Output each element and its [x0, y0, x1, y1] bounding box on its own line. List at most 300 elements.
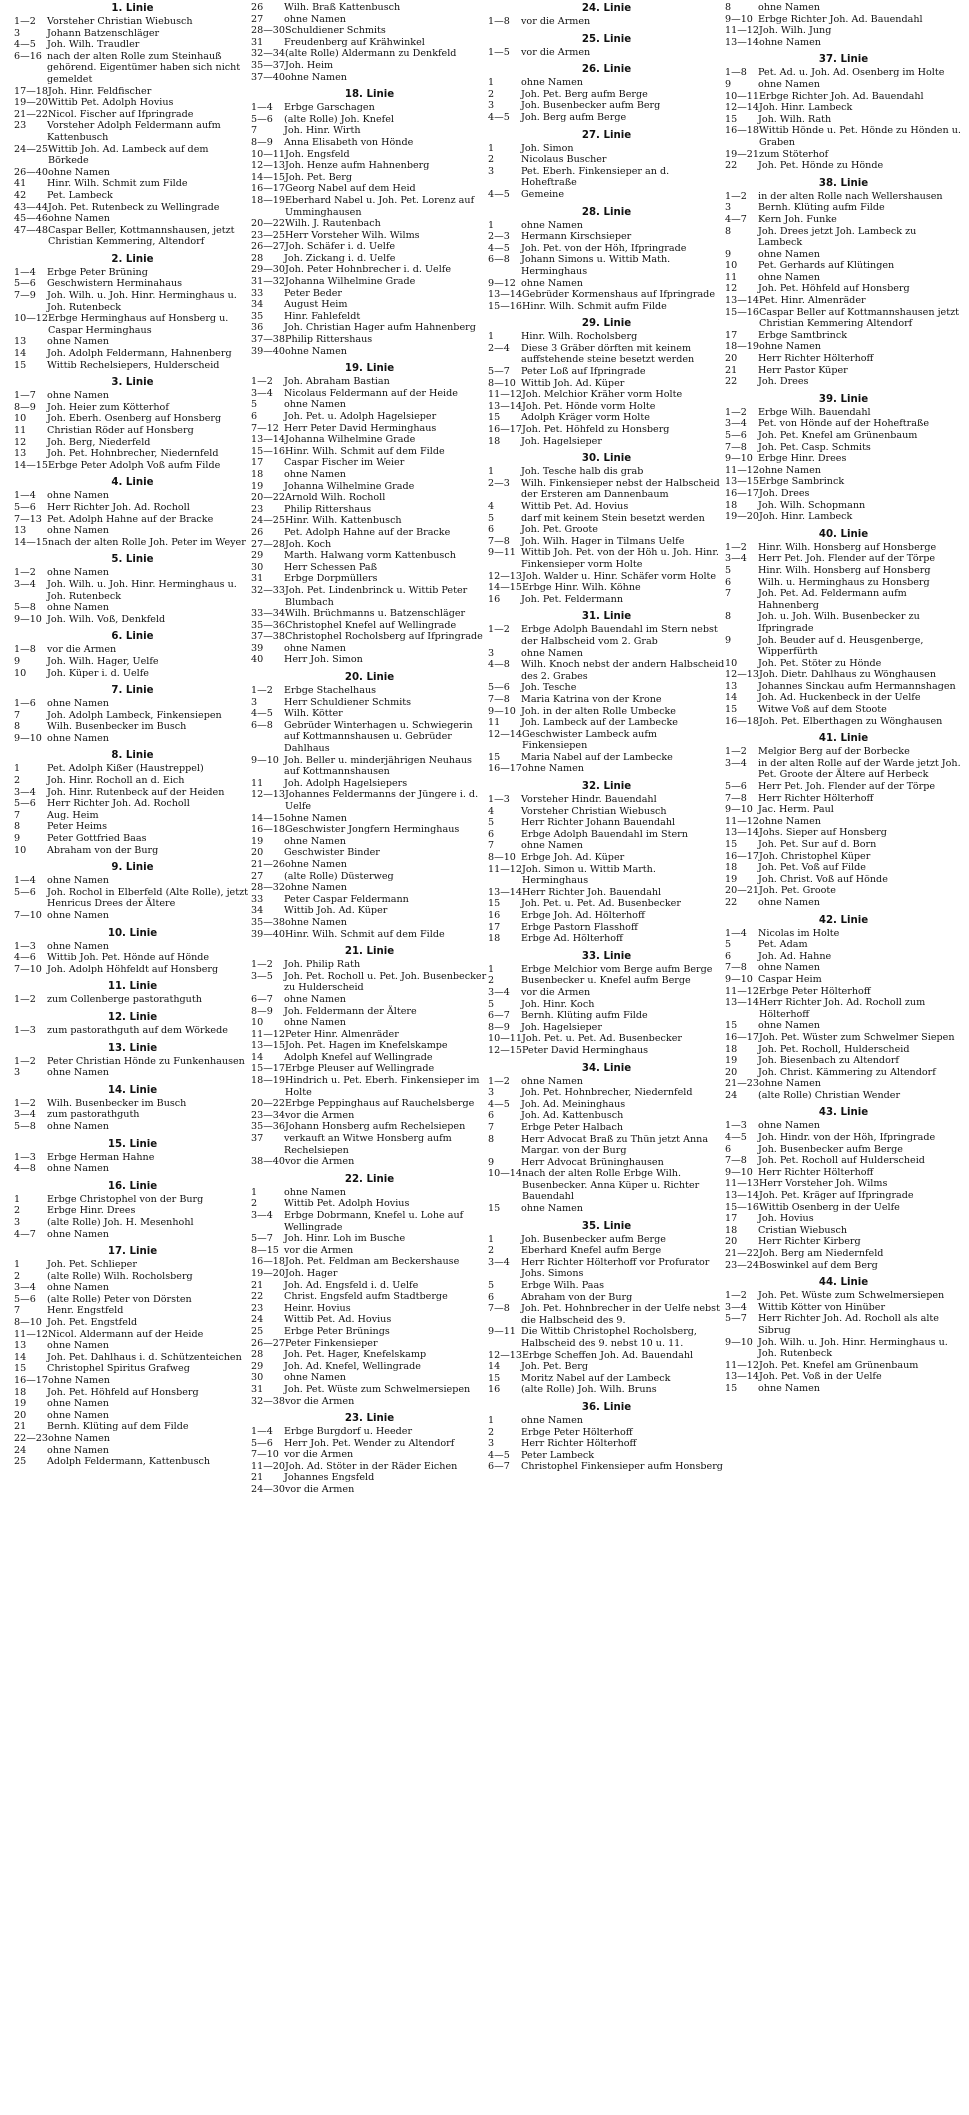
grave-number: 11—12: [488, 389, 523, 401]
grave-entry: [251, 1133, 488, 1156]
grave-entry: [488, 806, 725, 818]
grave-number: 30: [251, 561, 264, 573]
grave-entry: [14, 1421, 251, 1433]
grave-number: 30: [251, 1372, 264, 1384]
grave-number: 9—10: [725, 453, 753, 465]
owner-text: ohne Namen: [47, 390, 109, 402]
owner-text: Joh. Pet. u. Adolph Hagelsieper: [284, 411, 437, 422]
grave-entry: [251, 1449, 488, 1461]
grave-number: 1: [14, 1193, 21, 1205]
grave-entry: [725, 611, 962, 634]
owner-text: Erbge Peter Halbach: [521, 1121, 624, 1133]
owner-text: ohne Namen: [47, 1444, 109, 1456]
grave-entry: [725, 758, 962, 781]
owner-text: ohne Namen: [47, 940, 109, 952]
grave-number: 3: [14, 27, 21, 39]
owner-text: Geschwister Jongfern Herminghaus: [285, 824, 460, 836]
owner-text: Marth. Halwang vorm Kattenbusch: [284, 550, 456, 562]
owner-text: ohne Namen: [285, 345, 347, 357]
owner-text: Caspar Beller auf Kottmannshausen jetzt Christian Kemmering Altendorf: [759, 306, 959, 330]
grave-entry: [725, 1190, 962, 1202]
owner-text: Joh. Drees: [758, 376, 809, 388]
grave-number: 14—15: [14, 536, 49, 548]
grave-entry: [725, 951, 962, 963]
grave-entry: [251, 1256, 488, 1268]
owner-text: Herr Vorsteher Joh. Wilms: [759, 1178, 888, 1190]
owner-text: Wittib Joh. Ad. Lambeck auf dem Börkede: [48, 143, 209, 167]
grave-entry: [14, 579, 251, 602]
section-heading: 39. Linie: [818, 393, 869, 405]
owner-text: zum pastorathguth auf dem Wörkede: [47, 1024, 228, 1036]
grave-entry: [14, 775, 251, 787]
owner-text: Wittib Pet. Adolph Hovius: [48, 97, 174, 109]
owner-text: ohne Namen: [47, 336, 109, 348]
owner-text: ohne Namen: [47, 1282, 109, 1294]
owner-text: Joh. Pet. Ad. Feldermann aufm Hahnenberg: [758, 588, 907, 611]
grave-entry: [251, 847, 488, 859]
grave-number: 23—25: [251, 229, 286, 241]
row-section: [488, 33, 725, 59]
grave-number: 17: [725, 329, 738, 341]
grave-number: 18: [488, 933, 501, 945]
owner-text: Wittib Hönde u. Pet. Hönde zu Hönden u. Graben: [759, 125, 961, 148]
grave-entry: [725, 565, 962, 577]
grave-entry: [725, 1067, 962, 1079]
owner-text: Hinr. Wilh. Schmit auf dem Filde: [285, 928, 445, 940]
section-heading: 24. Linie: [581, 3, 632, 14]
grave-entry: [488, 436, 725, 448]
grave-number: 9—10: [14, 613, 42, 625]
grave-number: 1: [251, 1186, 258, 1198]
grave-entry: [488, 1168, 725, 1203]
owner-text: Joh. Hovius: [758, 1213, 814, 1225]
grave-number: 4: [488, 501, 495, 512]
owner-text: Joh. Eberh. Osenberg auf Honsberg: [47, 413, 222, 425]
grave-entry: [725, 851, 962, 863]
grave-entry: [251, 1484, 488, 1496]
grave-entry: [14, 360, 251, 372]
grave-entry: [725, 1213, 962, 1225]
grave-entry: [251, 411, 488, 423]
grave-number: 10—11: [251, 148, 286, 160]
owner-text: Joh. Pet. Feldman am Beckershause: [285, 1256, 460, 1268]
grave-number: 6—8: [488, 254, 510, 266]
owner-text: zum pastorathguth: [47, 1109, 140, 1121]
grave-entry: [488, 1087, 725, 1099]
grave-entry: [488, 648, 725, 660]
grave-entry: [14, 97, 251, 109]
grave-entry: [725, 272, 962, 284]
grave-entry: [251, 195, 488, 218]
grave-entry: [251, 585, 488, 608]
grave-entry: [725, 1236, 962, 1248]
grave-number: 5—6: [14, 886, 36, 898]
owner-text: Erbge Wilh. Bauendahl: [758, 406, 871, 418]
grave-number: 16—17: [14, 1375, 49, 1387]
owner-text: Nicolaus Feldermann auf der Heide: [284, 387, 458, 399]
grave-entry: [488, 254, 725, 277]
grave-number: 18—19: [725, 341, 760, 353]
owner-text: Joh. Tesche halb dis grab: [521, 466, 644, 478]
owner-text: ohne Namen: [47, 525, 109, 537]
grave-number: 16—17: [488, 763, 523, 775]
owner-text: (alte Rolle) Aldermann zu Denkfeld: [285, 48, 457, 60]
owner-text: Joh. Heim: [285, 59, 334, 71]
grave-number: 31: [251, 36, 264, 48]
owner-text: Heinr. Hovius: [284, 1302, 351, 1314]
owner-text: Pet. Ad. u. Joh. Ad. Osenberg im Holte: [758, 67, 945, 79]
grave-entry: [14, 460, 251, 472]
grave-number: 9—10: [251, 754, 279, 766]
grave-entry: [725, 885, 962, 897]
owner-text: ohne Namen: [47, 698, 109, 710]
grave-number: 41: [14, 178, 27, 190]
grave-entry: [488, 47, 725, 59]
grave-number: 3—4: [488, 1256, 510, 1268]
owner-text: Erbge Adolph Bauendahl im Stern nebst der Halbscheid vom 2. Grab: [521, 624, 718, 647]
grave-number: 24—25: [251, 515, 286, 527]
grave-entry: [488, 143, 725, 155]
owner-text: Joh. Christ. Voß auf Hönde: [758, 873, 888, 885]
row-section: [251, 2, 488, 83]
section-heading: 11. Linie: [107, 981, 158, 993]
grave-entry: [725, 897, 962, 909]
grave-number: 10: [14, 844, 27, 856]
grave-number: 13—14: [725, 827, 760, 839]
owner-text: Johanna Wilhelmine Grade: [285, 434, 416, 446]
grave-number: 8: [14, 721, 21, 733]
grave-entry: [251, 230, 488, 242]
grave-entry: [488, 278, 725, 290]
grave-number: 35—37: [251, 59, 286, 71]
grave-number: 23—24: [725, 1259, 760, 1271]
grave-number: 43—44: [14, 201, 49, 213]
grave-number: 21—22: [14, 108, 49, 120]
grave-number: 1: [14, 1259, 21, 1271]
row-section: [251, 1173, 488, 1407]
owner-text: Adolph Feldermann, Kattenbusch: [47, 1456, 211, 1468]
grave-number: 13—15: [251, 1040, 286, 1052]
grave-number: 15: [725, 704, 738, 716]
owner-text: Joh. Hinr. Lambeck: [759, 102, 853, 114]
owner-text: Herr Richter Joh. Ad. Rocholl: [47, 798, 190, 810]
grave-entry: [488, 1350, 725, 1362]
owner-text: ohne Namen: [48, 1433, 110, 1444]
grave-entry: [251, 299, 488, 311]
grave-number: 11—20: [251, 1460, 286, 1472]
grave-entry: [488, 582, 725, 594]
owner-text: Joh. Pet. Berg: [521, 1361, 589, 1373]
grave-number: 16: [488, 1384, 501, 1396]
section-heading: 14. Linie: [107, 1084, 158, 1096]
owner-text: Joh. Lambeck auf der Lambecke: [521, 717, 678, 729]
row-section: [14, 861, 251, 921]
owner-text: Joh. Hinr. Rutenbeck auf der Heiden: [47, 786, 225, 798]
grave-number: 10—11: [488, 1033, 523, 1045]
owner-text: Caspar Heim: [758, 973, 822, 985]
owner-text: Joh. Pet. Voß in der Uelfe: [759, 1371, 882, 1383]
grave-number: 14—15: [251, 812, 286, 824]
owner-text: Erbge Herminghaus auf Honsberg u. Caspar Herminghaus: [48, 313, 229, 336]
grave-number: 4—5: [725, 1132, 747, 1144]
grave-entry: [488, 763, 725, 775]
row-section: [725, 914, 962, 1102]
grave-number: 13—14: [251, 434, 286, 446]
grave-entry: [488, 840, 725, 852]
grave-entry: [251, 1029, 488, 1041]
grave-entry: [14, 698, 251, 710]
grave-number: 12—13: [488, 1349, 523, 1361]
grave-number: 1—8: [14, 644, 36, 656]
grave-entry: [251, 1198, 488, 1210]
owner-text: Wittib Joh. Ad. Küper: [521, 377, 625, 389]
owner-text: (alte Rolle) Wilh. Rocholsberg: [47, 1270, 193, 1282]
owner-text: darf mit keinem Stein besetzt werden: [521, 512, 705, 524]
owner-text: Joh. Beuder auf d. Heusgenberge, Wipperfürth: [758, 634, 924, 658]
owner-text: Wilh. J. Rautenbach: [285, 218, 381, 230]
grave-entry: [725, 793, 962, 805]
grave-number: 15—16: [488, 300, 523, 312]
owner-text: Joh. Pet. von der Höh, Ifpringrade: [521, 242, 687, 254]
grave-entry: [488, 16, 725, 28]
grave-entry: [251, 241, 488, 253]
owner-text: ohne Namen: [48, 213, 110, 225]
owner-text: ohne Namen: [47, 1340, 109, 1352]
grave-number: 11—12: [251, 1028, 286, 1040]
owner-text: Joh. Biesenbach zu Altendorf: [758, 1055, 899, 1067]
owner-text: Joh. Pet. Hager, Knefelskamp: [284, 1349, 427, 1361]
grave-entry: [251, 905, 488, 917]
owner-text: Geschwistern Herminahaus: [47, 278, 183, 290]
grave-number: 35—36: [251, 1121, 286, 1133]
grave-number: 13—14: [488, 289, 523, 301]
owner-text: ohne Namen: [47, 1067, 109, 1079]
grave-number: 7: [488, 1121, 495, 1133]
grave-number: 11—12: [725, 985, 760, 997]
grave-entry: [251, 1063, 488, 1075]
grave-entry: [488, 513, 725, 525]
grave-number: 1—2: [14, 994, 36, 1006]
grave-number: 1: [488, 1233, 495, 1245]
grave-number: 8: [488, 1133, 495, 1145]
owner-text: Henr. Engstfeld: [47, 1305, 124, 1317]
grave-entry: [14, 710, 251, 722]
grave-entry: [14, 1121, 251, 1133]
grave-entry: [725, 453, 962, 465]
grave-number: 1—4: [14, 266, 36, 278]
grave-entry: [251, 322, 488, 334]
owner-text: Peter David Herminghaus: [522, 1044, 649, 1056]
grave-number: 6: [725, 1143, 732, 1155]
grave-entry: [725, 716, 962, 728]
grave-number: 20—22: [251, 218, 286, 230]
grave-entry: [725, 781, 962, 793]
owner-text: Joh. Philip Rath: [284, 959, 361, 971]
grave-number: 10—11: [725, 90, 760, 102]
owner-text: Wittib Joh. Pet. Hönde auf Hönde: [47, 952, 210, 964]
section-heading: 38. Linie: [818, 177, 869, 189]
grave-entry: [251, 218, 488, 230]
grave-number: 21: [725, 364, 738, 376]
row-section: [14, 980, 251, 1006]
grave-number: 8—15: [251, 1244, 279, 1256]
grave-entry: [251, 654, 488, 666]
row-section: [14, 553, 251, 625]
grave-number: 33: [251, 893, 264, 905]
grave-number: 31: [251, 1383, 264, 1395]
grave-entry: [14, 787, 251, 799]
grave-entry: [251, 102, 488, 114]
grave-number: 9—10: [725, 13, 753, 25]
grave-entry: [725, 37, 962, 49]
grave-number: 17—18: [14, 85, 49, 97]
row-section: [488, 1401, 725, 1473]
grave-entry: [14, 225, 251, 248]
grave-entry: [488, 852, 725, 864]
grave-entry: [488, 89, 725, 101]
grave-entry: [488, 1438, 725, 1450]
grave-number: 3—4: [251, 387, 273, 399]
grave-entry: [14, 448, 251, 460]
grave-entry: [488, 112, 725, 124]
owner-text: Peter Beder: [284, 287, 343, 299]
owner-text: Joh. Adolph Lambeck, Finkensiepen: [47, 709, 222, 721]
grave-entry: [251, 697, 488, 709]
row-section: [14, 684, 251, 744]
owner-text: (alte Rolle) Peter von Dörsten: [47, 1293, 192, 1305]
grave-number: 9: [14, 655, 21, 667]
grave-entry: [14, 733, 251, 745]
grave-number: 2: [14, 1270, 21, 1282]
row-section: [725, 177, 962, 388]
grave-number: 15: [488, 1372, 501, 1384]
section-heading: 35. Linie: [581, 1220, 632, 1232]
grave-number: 7—8: [725, 792, 747, 804]
owner-text: Nicolas im Holte: [758, 927, 840, 939]
grave-entry: [14, 109, 251, 121]
grave-entry: [251, 631, 488, 643]
grave-entry: [14, 267, 251, 279]
grave-number: 28: [251, 252, 264, 264]
owner-text: Joh. Pet. Wüste zum Schwelmersiepen: [284, 1383, 471, 1395]
grave-entry: [488, 987, 725, 999]
grave-number: 3—4: [251, 1210, 273, 1221]
row-section: [14, 253, 251, 371]
grave-entry: [251, 824, 488, 836]
grave-entry: [488, 594, 725, 606]
grave-entry: [251, 1233, 488, 1245]
grave-entry: [14, 537, 251, 549]
grave-entry: [14, 821, 251, 833]
grave-number: 25: [14, 1456, 27, 1468]
owner-text: Joh. Dietr. Dahlhaus zu Wönghausen: [759, 669, 936, 681]
grave-entry: [251, 720, 488, 755]
grave-entry: [251, 1280, 488, 1292]
grave-entry: [14, 567, 251, 579]
grave-entry: [725, 1020, 962, 1032]
owner-text: ohne Namen: [284, 1017, 346, 1029]
owner-text: Joh. Berg am Niedernfeld: [759, 1248, 884, 1259]
grave-number: 5—7: [725, 1313, 747, 1325]
grave-entry: [251, 859, 488, 871]
grave-number: 1—2: [251, 959, 273, 971]
grave-number: 7: [251, 125, 258, 137]
grave-entry: [725, 874, 962, 886]
grave-entry: [725, 1132, 962, 1144]
grave-entry: [725, 1337, 962, 1360]
grave-number: 26: [251, 2, 264, 13]
grave-number: 22: [725, 376, 738, 388]
row-section: [251, 945, 488, 1168]
grave-entry: [251, 620, 488, 632]
grave-number: 9—10: [488, 705, 516, 717]
owner-text: Peter Lambeck: [521, 1449, 595, 1461]
grave-number: 17: [725, 1213, 738, 1225]
grave-entry: [725, 465, 962, 477]
owner-text: Joh. Ad. Engsfeld i. d. Uelfe: [284, 1279, 419, 1291]
grave-entry: [251, 1110, 488, 1122]
grave-number: 1—4: [14, 875, 36, 887]
grave-number: 15: [488, 898, 501, 910]
grave-entry: [14, 213, 251, 225]
grave-number: 1—6: [14, 698, 36, 710]
grave-number: 6: [488, 1291, 495, 1303]
grave-entry: [251, 1326, 488, 1338]
owner-text: ohne Namen: [284, 1186, 346, 1198]
grave-entry: [725, 862, 962, 874]
owner-text: Joh. Busenbecker aufm Berge: [758, 1143, 903, 1155]
owner-text: Pet. Adolph Kißer (Haustreppel): [47, 763, 204, 775]
owner-text: ohne Namen: [285, 71, 347, 83]
owner-text: Joh. Pet. Elberthagen zu Wönghausen: [759, 715, 943, 727]
owner-text: August Heim: [284, 299, 348, 311]
owner-text: Peter Caspar Feldermann: [284, 893, 409, 905]
owner-text: Freudenberg auf Krähwinkel: [284, 36, 425, 48]
owner-text: ohne Namen: [758, 1120, 820, 1132]
grave-entry: [488, 624, 725, 647]
owner-text: Joh. Pet. Hohnbrecher in der Uelfe nebst die Halbscheid des 9.: [521, 1303, 720, 1326]
owner-text: ohne Namen: [47, 602, 109, 614]
owner-text: Johann Simons u. Wittib Math. Herminghaus: [521, 254, 671, 277]
grave-entry: [725, 1202, 962, 1214]
grave-entry: [251, 573, 488, 585]
grave-number: 4—6: [14, 952, 36, 964]
owner-text: Erbge Stachelhaus: [284, 685, 377, 697]
grave-number: 3: [14, 1216, 21, 1228]
grave-number: 6: [725, 576, 732, 588]
section-heading: 2. Linie: [111, 253, 154, 265]
owner-text: Joh. Hinr. Loh im Busche: [284, 1233, 406, 1245]
grave-entry: [251, 643, 488, 655]
grave-entry: [251, 481, 488, 493]
owner-text: Herr Joh. Simon: [284, 654, 363, 666]
grave-number: 9: [14, 833, 21, 845]
grave-number: 12—15: [488, 1044, 523, 1056]
grave-entry: [488, 389, 725, 401]
grave-entry: [251, 160, 488, 172]
grave-entry: [14, 1329, 251, 1341]
grave-number: 5—6: [725, 430, 747, 441]
grave-entry: [488, 659, 725, 682]
grave-entry: [14, 798, 251, 810]
grave-number: 19: [725, 1055, 738, 1067]
owner-text: Cristian Wiebusch: [758, 1224, 848, 1236]
grave-number: 3: [488, 1438, 495, 1450]
grave-number: 3—5: [251, 970, 273, 982]
owner-text: Erbge Samtbrinck: [758, 329, 848, 341]
grave-entry: [14, 644, 251, 656]
grave-number: 23: [14, 120, 27, 132]
